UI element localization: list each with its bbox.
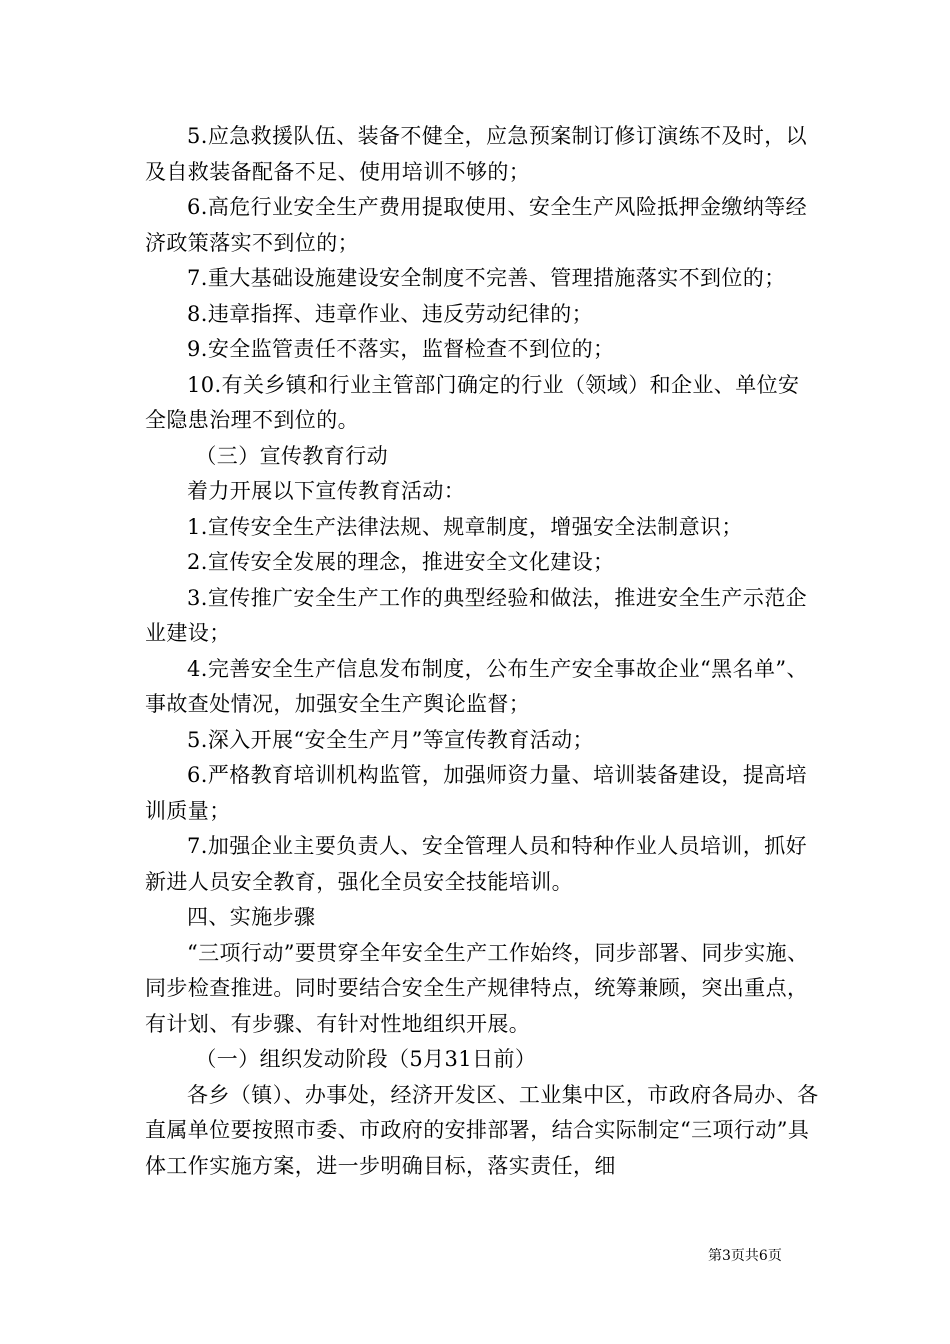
paragraph-edu-5: 5.深入开展“安全生产月”等宣传教育活动； <box>187 727 594 752</box>
paragraph-edu-2: 2.宣传安全发展的理念，推进安全文化建设； <box>187 550 615 574</box>
paragraph-edu-6: 6.严格教育培训机构监管，加强师资力量、培训装备建设，提高培训质量； <box>145 763 808 823</box>
paragraph-item-8: 8.违章指挥、违章作业、违反劳动纪律的； <box>187 301 594 326</box>
paragraph-item-9: 9.安全监管责任不落实，监督检查不到位的； <box>187 337 615 361</box>
paragraph-edu-7: 7.加强企业主要负责人、安全管理人员和特种作业人员培训，抓好新进人员安全教育，强化全员安全技能培训。 <box>145 834 808 894</box>
paragraph-phase-1-body: 各乡（镇）、办事处，经济开发区、工业集中区，市政府各局办、各直属单位要按照市委、市政府的安排部署，结合实际制定“三项行动”具体工作实施方案，进一步明确目标，落实责任，细 <box>145 1082 819 1178</box>
paragraph-item-6: 6.高危行业安全生产费用提取使用、安全生产风险抵押金缴纳等经济政策落实不到位的； <box>145 195 808 255</box>
section-heading-publicity: （三）宣传教育行动 <box>195 443 388 468</box>
document-body <box>145 119 820 1184</box>
paragraph-intro: 着力开展以下宣传教育活动： <box>187 479 466 503</box>
paragraph-edu-1: 1.宣传安全生产法律法规、规章制度，增强安全法制意识； <box>187 514 743 539</box>
page-number: 第3页共6页 <box>708 1248 782 1264</box>
paragraph-edu-3: 3.宣传推广安全生产工作的典型经验和做法，推进安全生产示范企业建设； <box>145 585 808 645</box>
section-heading-steps: 四、实施步骤 <box>187 905 316 929</box>
paragraph-steps-body: “三项行动”要贯穿全年安全生产工作始终，同步部署、同步实施、同步检查推进。同时要结合安全生产规律特点，统筹兼顾，突出重点，有计划、有步骤、有针对性地组织开展。 <box>145 940 809 1036</box>
paragraph-item-7: 7.重大基础设施建设安全制度不完善、管理措施落实不到位的； <box>187 266 786 290</box>
paragraph-item-5: 5.应急救援队伍、装备不健全，应急预案制订修订演练不及时，以及自救装备配备不足、使用培训不够的； <box>145 124 808 184</box>
section-heading-phase-1: （一）组织发动阶段（5月31日前） <box>195 1047 537 1071</box>
paragraph-item-10: 10.有关乡镇和行业主管部门确定的行业（领域）和企业、单位安全隐患治理不到位的。 <box>145 372 800 432</box>
paragraph-edu-4: 4.完善安全生产信息发布制度，公布生产安全事故企业“黑名单”、事故查处情况，加强安全生产舆论监督； <box>145 656 808 716</box>
